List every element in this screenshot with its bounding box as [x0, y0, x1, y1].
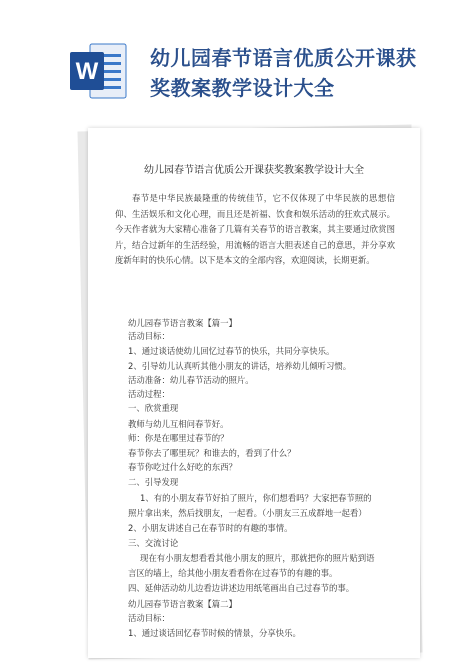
text-line: 春节你吃过什么好吃的东西？ [128, 462, 237, 472]
text-line: 2、引导幼儿认真听其他小朋友的讲话，培养幼儿倾听习惯。 [128, 361, 352, 371]
text-line: 二、引导发现 [128, 477, 179, 487]
text-line: 活动目标： [128, 613, 170, 623]
word-icon-letter: W [75, 58, 99, 85]
text-line: 活动准备：幼儿春节活动的照片。 [128, 375, 254, 385]
text-line: 教师与幼儿互相问春节好。 [128, 419, 229, 429]
text-line: 活动过程： [128, 389, 170, 399]
header [0, 0, 474, 118]
word-document-icon [68, 40, 128, 102]
text-line: 现在有小朋友想看看其他小朋友的照片，那就把你的照片贴到语 [140, 553, 375, 563]
text-line: 1、通过谈话回忆春节时候的情景，分享快乐。 [128, 628, 301, 638]
section-heading: 幼儿园春节语言教案【篇一】 [128, 318, 237, 328]
document-title: 幼儿园春节语言优质公开课获奖教案教学设计大全 [144, 165, 364, 176]
text-line: 照片拿出来，然后找朋友，一起看。（小朋友三五成群地一起看） [128, 508, 367, 518]
text-line: 一、欣赏重现 [128, 403, 179, 413]
text-line: 四、延伸活动幼儿边看边讲述边用纸笔画出自己过春节的事。 [128, 583, 355, 593]
text-line: 活动目标： [128, 331, 170, 341]
page-title-line1: 幼儿园春节语言优质公开课获 [150, 46, 417, 70]
text-line: 师：你是在哪里过春节的？ [128, 433, 229, 443]
section-heading: 幼儿园春节语言教案【篇二】 [128, 599, 237, 609]
text-line: 三、交流讨论 [128, 538, 179, 548]
text-line: 1、有的小朋友春节好拍了照片，你们想看吗？大家把春节照的 [140, 493, 372, 503]
page-title-line2: 奖教案教学设计大全 [150, 76, 335, 100]
intro-paragraph: 春节是中华民族最隆重的传统佳节，它不仅体现了中华民族的思想信仰、生活娱乐和文化心理，而且还是祈福、饮食和娱乐活动的狂欢式展示。今天作者就为大家精心准备了几篇有关春节的语言教案，其主要通过欣赏图片，结合过新年的生活经验，用流畅的语言大胆表述自己的意思，并分享欢度新年时的快乐心情。以下是本文的全部内容，欢迎阅读，长期更新。 [115, 193, 395, 265]
text-line: 1、通过谈话使幼儿回忆过春节的快乐，共同分享快乐。 [128, 346, 335, 356]
text-line: 2、小朋友讲述自己在春节时的有趣的事情。 [128, 523, 293, 533]
document-page [88, 128, 420, 658]
text-line: 言区的墙上，给其他小朋友看看你在过春节的有趣的事。 [128, 568, 338, 578]
text-line: 春节你去了哪里玩？和谁去的，看到了什么？ [128, 448, 296, 458]
